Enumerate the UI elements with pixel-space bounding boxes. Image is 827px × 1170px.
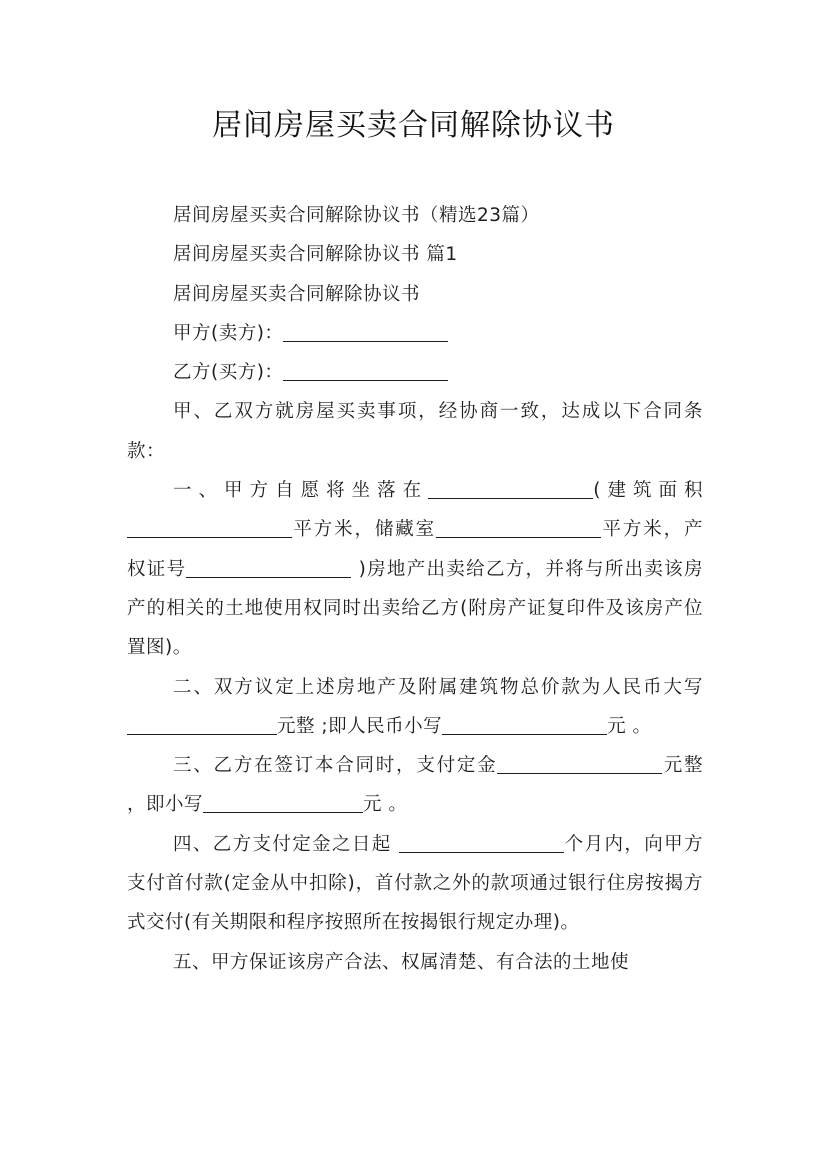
party-a-blank (283, 319, 448, 342)
clause-4-text-b: 个月内，向甲方支付首付款(定金从中扣除)，首付款之外的款项通过银行住房按揭方式交付(有关期限和程序按照所在按揭银行规定办理)。 (127, 833, 703, 934)
party-b-label: 乙方(买方)： (173, 362, 284, 384)
clause-1-text-e: )房地产出卖给乙方，并将与所出卖该房产的相关的土地使用权同时出卖给乙方(附房产证复印件及该房产位置图)。 (127, 558, 703, 659)
price-lowercase-blank (442, 712, 607, 735)
document-body (127, 196, 703, 982)
clause-3-text-b: 元整 ，即小写 (127, 755, 703, 816)
clause-1 (127, 471, 703, 667)
clause-4 (127, 825, 703, 943)
clause-2-text-b: 元整 ;即人民币小写 (277, 715, 443, 737)
party-b-blank (283, 358, 448, 381)
area-blank (127, 515, 292, 538)
clause-5: 五、甲方保证该房产合法、权属清楚、有合法的土地使 (173, 951, 630, 973)
clause-2-text-c: 元 。 (607, 715, 652, 737)
clause-1-text-b: (建筑面积 (593, 480, 703, 502)
clause-2 (127, 668, 703, 747)
price-uppercase-blank (127, 712, 277, 735)
clause-1-text-d: 平方米，产权证号 (127, 519, 703, 580)
certificate-blank (186, 555, 351, 578)
clause-1-text-a: 一、甲方自愿将坐落在 (173, 480, 429, 502)
clause-2-text-a: 二、双方议定上述房地产及附属建筑物总价款为人民币大写 (173, 676, 703, 698)
document-title: 居间房屋买卖合同解除协议书 (212, 108, 615, 143)
months-blank (399, 830, 564, 853)
clause-1-text-c: 平方米，储藏室 (292, 519, 437, 541)
subtitle-line: 居间房屋买卖合同解除协议书（精选23篇） (173, 205, 540, 226)
clause-3-text-a: 三、乙方在签订本合同时，支付定金 (173, 755, 498, 777)
clause-3-text-c: 元 。 (363, 794, 408, 816)
deposit-uppercase-blank (497, 751, 662, 774)
party-b-line (127, 353, 703, 392)
intro-paragraph: 甲、乙双方就房屋买卖事项，经协商一致，达成以下合同条款： (127, 401, 703, 462)
storage-blank (436, 515, 601, 538)
party-a-line (127, 314, 703, 353)
clause-4-text-a: 四、乙方支付定金之日起 (173, 833, 399, 855)
section-heading: 居间房屋买卖合同解除协议书 篇1 (173, 244, 458, 266)
agreement-heading: 居间房屋买卖合同解除协议书 (173, 283, 421, 305)
deposit-lowercase-blank (203, 790, 363, 813)
party-a-label: 甲方(卖方)： (173, 322, 284, 344)
clause-3 (127, 746, 703, 825)
location-blank (428, 476, 593, 499)
